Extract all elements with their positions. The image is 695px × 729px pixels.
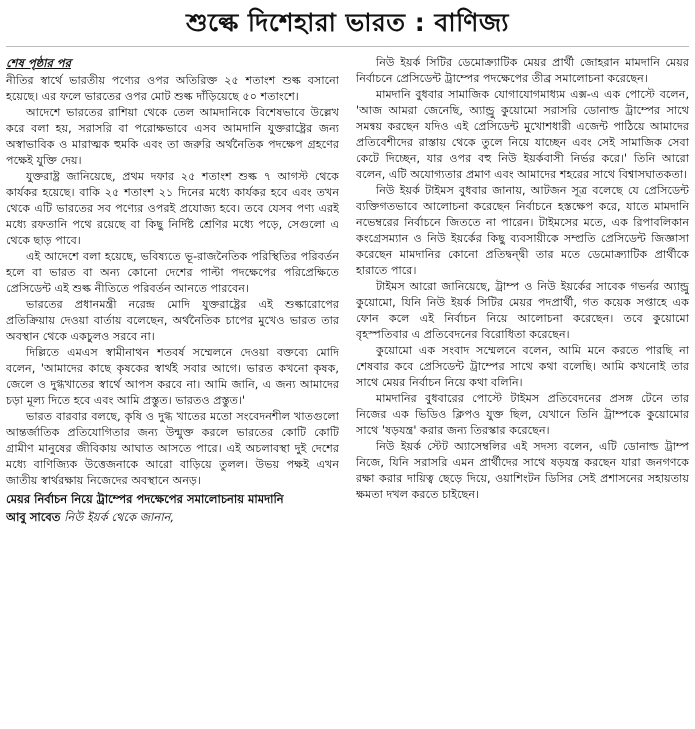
article-paragraph: কুয়োমো এক সংবাদ সম্মেলনে বলেন, আমি মনে করতে পারছি না শেষবার কবে প্রেসিডেন্ট ট্রাম্পের সাথে কথা বলেছি। আমি কখনোই তার সাথে মেয়র নির্বাচন নিয়ে কথা বলিনি। — [356, 344, 689, 389]
right-column — [356, 55, 689, 720]
continued-from-label: শেষ পৃষ্ঠার পর — [6, 56, 71, 70]
article-paragraph: টাইমস আরো জানিয়েছে, ট্রাম্প ও নিউ ইয়র্কের সাবেক গভর্নর অ্যান্ড্রু কুয়োমো, যিনি নিউ ইয়র্ক সিটির মেয়র পদপ্রার্থী, গত কয়েক সপ্তাহে এক ফোন কলে এই নির্বাচন নিয়ে আলোচনা করেছেন। তবে কুয়োমো বৃহস্পতিবার এ প্রতিবেদনের বিরোধিতা করেছেন। — [356, 280, 689, 341]
headline: শুল্কে দিশেহারা ভারত : বাণিজ্য — [6, 0, 689, 47]
article-paragraph: ভারত বারবার বলছে, কৃষি ও দুগ্ধ খাতের মতো সংবেদনশীল খাতগুলো আন্তর্জাতিক প্রতিযোগিতার জন্য উন্মুক্ত করলে ভারতের কোটি কোটি গ্রামীণ মানুষের জীবিকায় আঘাত আসতে পারে। এই অচলাবস্থা দুই দেশের মধ্যে বাণিজ্যিক উত্তেজনাকে আরো বাড়িয়ে তুলল। উভয় পক্ষই এখন জাতীয় স্বার্থরক্ষায় নিজেদের অবস্থানে অনড়। — [6, 410, 339, 487]
article-paragraph: এই আদেশে বলা হয়েছে, ভবিষ্যতে ভূ-রাজনৈতিক পরিস্থিতির পরিবর্তন হলে বা ভারত বা অন্য কোনো দেশের পাল্টা পদক্ষেপের পরিপ্রেক্ষিতে প্রেসিডেন্ট এই শুল্ক নীতিতে পরিবর্তন আনতে পারবেন। — [6, 250, 339, 295]
article-paragraph: দিল্লিতে এমএস স্বামীনাথন শতবর্ষ সম্মেলনে দেওয়া বক্তব্যে মোদি বলেন, 'আমাদের কাছে কৃষকের স্বার্থই সবার আগে। ভারত কখনো কৃষক, জেলে ও দুগ্ধখাতের স্বার্থে আপস করবে না। আমি জানি, এ জন্য আমাদের চড়া মূল্য দিতে হবে এবং আমি প্রস্তুত। ভারতও প্রস্তুত।' — [6, 346, 339, 407]
byline — [6, 509, 339, 526]
article-paragraph: যুক্তরাষ্ট্র জানিয়েছে, প্রথম দফার ২৫ শতাংশ শুল্ক ৭ আগস্ট থেকে কার্যকর হয়েছে। বাকি ২৫ শতাংশ ২১ দিনের মধ্যে কার্যকর হবে এবং তখন থেকে এটি ভারতের সব পণ্যের ওপরই প্রযোজ্য হবে। তবে যেসব পণ্য এরই মধ্যে রফতানি পথে রয়েছে বা কিছু নির্দিষ্ট শ্রেণির মধ্যে পড়ে, সেগুলো এ থেকে ছাড় পাবে। — [6, 170, 339, 247]
article-paragraph: আদেশে ভারতের রাশিয়া থেকে তেল আমদানিকে বিশেষভাবে উল্লেখ করে বলা হয়, সরাসরি বা পরোক্ষভাবে এসব আমদানি যুক্তরাষ্ট্রের জন্য অস্বাভাবিক ও মারাত্মক হুমকি এবং তা জরুরি অর্থনৈতিক পদক্ষেপ গ্রহণের পক্ষেই যুক্তি দেয়। — [6, 106, 339, 167]
article-columns — [6, 55, 689, 720]
article-paragraph: নীতির স্বার্থে ভারতীয় পণ্যের ওপর অতিরিক্ত ২৫ শতাংশ শুল্ক বসানো হয়েছে। এর ফলে ভারতের ওপর মোট শুল্ক দাঁড়িয়েছে ৫০ শতাংশে। — [6, 74, 339, 103]
article-paragraph: ভারতের প্রধানমন্ত্রী নরেন্দ্র মোদি যুক্তরাষ্ট্রের এই শুল্কারোপের প্রতিক্রিয়ায় দেওয়া বার্তায় বলেছেন, অর্থনৈতিক চাপের মুখেও ভারত তার অবস্থান থেকে একচুলও সরবে না। — [6, 298, 339, 343]
sub-headline: মেয়র নির্বাচন নিয়ে ট্রাম্পের পদক্ষেপের সমালোচনায় মামদানি — [6, 492, 284, 506]
left-column — [6, 55, 339, 720]
byline-name: আবু সাবেত — [6, 510, 61, 524]
article-paragraph: নিউ ইয়র্ক টাইমস বুধবার জানায়, আটজন সূত্র বলেছে যে প্রেসিডেন্ট ব্যক্তিগতভাবে আলোচনা করেছেন নির্বাচনে হস্তক্ষেপ করে, যাতে মামদানি নভেম্বরের নির্বাচনে জিততে না পারেন। টাইমসের মতে, এক রিপাবলিকান কংগ্রেসম্যান ও নিউ ইয়র্কের কিছু ব্যবসায়ীকে সম্প্রতি প্রেসিডেন্ট জিজ্ঞাসা করেছেন মামদানির কোনো প্রতিদ্বন্দ্বী তার মতে ডেমোক্র্যাটিক প্রার্থীকে হারাতে পারে। — [356, 184, 689, 277]
article-paragraph: নিউ ইয়র্ক স্টেট অ্যাসেম্বলির এই সদস্য বলেন, এটি ডোনাল্ড ট্রাম্প নিজে, যিনি সরাসরি এমন প্রার্থীদের সাথে ষড়যন্ত্র করছেন যারা জনগণকে রক্ষা করার দায়িত্ব ছেড়ে দিয়ে, ওয়াশিংটন ডিসির সেই প্রশাসনের সহায়তায় ক্ষমতা দখল করতে চাইছেন। — [356, 440, 689, 501]
article-paragraph: নিউ ইয়র্ক সিটির ডেমোক্র্যাটিক মেয়র প্রার্থী জোহরান মামদানি মেয়র নির্বাচনে প্রেসিডেন্ট ট্রাম্পের পদক্ষেপের তীব্র সমালোচনা করেছেন। — [356, 56, 689, 85]
article-paragraph: মামদানির বুধবারের পোস্টে টাইমস প্রতিবেদনের প্রসঙ্গ টেনে তার নিজের এক ভিডিও ক্লিপও যুক্ত ছিল, যেখানে তিনি ট্রাম্পকে কুয়োমোর সাথে 'ষড়যন্ত্র' করার জন্য তিরস্কার করেছেন। — [356, 392, 689, 437]
byline-place: নিউ ইয়র্ক থেকে জানান, — [64, 510, 175, 524]
article-paragraph: মামদানি বুধবার সামাজিক যোগাযোগমাধ্যম এক্স-এ এক পোস্টে বলেন, 'আজ আমরা জেনেছি, অ্যান্ড্রু কুয়োমো সরাসরি ডোনাল্ড ট্রাম্পের সাথে সমন্বয় করছেন যদিও এই প্রেসিডেন্ট মুখোশধারী এজেন্ট পাঠিয়ে আমাদের প্রতিবেশীদের রাস্তায় থেকে তুলে নিয়ে যাচ্ছেন এবং সেই সামাজিক সেবা কেটে দিচ্ছেন, যার ওপর বহু নিউ ইয়র্কবাসী নির্ভর করে।' তিনি আরো বলেন, এটি অযোগ্যতার প্রমাণ এবং আমাদের শহরের সাথে বিশ্বাসঘাতকতা। — [356, 88, 689, 181]
